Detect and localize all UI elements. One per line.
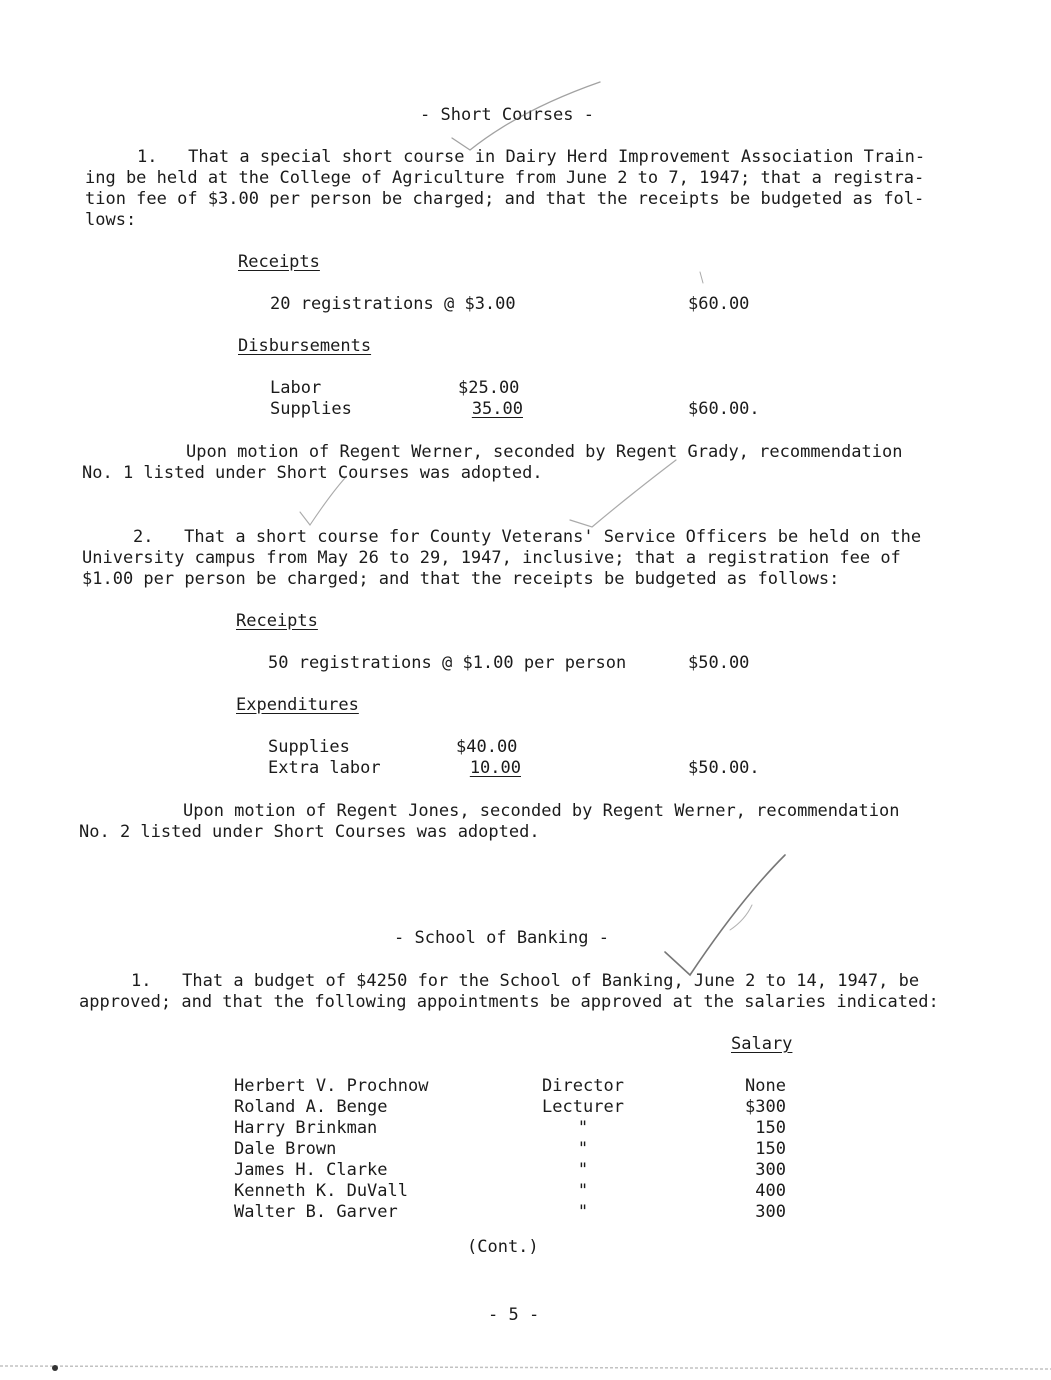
item2-line-1: 2. That a short course for County Veterans' Service Officers be held on the bbox=[133, 527, 922, 547]
item1-motion-line-1: Upon motion of Regent Werner, seconded by Regent Grady, recommendation bbox=[186, 442, 903, 462]
appointment-salary: None bbox=[745, 1076, 786, 1096]
appointment-title: " bbox=[577, 1160, 589, 1180]
item2-exp-label-1: Supplies bbox=[268, 737, 350, 757]
appointment-title: " bbox=[577, 1139, 589, 1159]
appointment-title: Director bbox=[542, 1076, 624, 1096]
item1-disb-total: $60.00. bbox=[688, 399, 760, 419]
stray-stroke bbox=[700, 272, 703, 283]
appointment-salary: 400 bbox=[755, 1181, 786, 1201]
appointment-name: Dale Brown bbox=[234, 1139, 337, 1159]
check-mark-2 bbox=[300, 478, 345, 525]
item1-receipt-label: 20 registrations @ $3.00 bbox=[270, 294, 516, 314]
appointment-title: " bbox=[577, 1202, 589, 1222]
appointment-salary: $300 bbox=[745, 1097, 786, 1117]
appointment-name: Harry Brinkman bbox=[234, 1118, 378, 1138]
appointment-title: Lecturer bbox=[542, 1097, 624, 1117]
item1-disb-label-1: Labor bbox=[270, 378, 322, 398]
cont-note: (Cont.) bbox=[467, 1237, 539, 1257]
item2-expenditures-heading: Expenditures bbox=[236, 695, 359, 715]
item1-disb-amount-2: 35.00 bbox=[471, 399, 523, 419]
item1-disbursements-heading: Disbursements bbox=[238, 336, 372, 356]
item1-line-2: ing be held at the College of Agriculture from June 2 to 7, 1947; that a registra- bbox=[85, 168, 925, 188]
item1-receipt-total: $60.00 bbox=[688, 294, 750, 314]
appointment-name: James H. Clarke bbox=[234, 1160, 388, 1180]
appointment-title: " bbox=[577, 1118, 589, 1138]
item2-exp-amount-1: $40.00 bbox=[456, 737, 518, 757]
check-mark-4 bbox=[665, 855, 785, 975]
page-number: - 5 - bbox=[488, 1305, 540, 1325]
check-mark-5 bbox=[730, 905, 752, 930]
item2-exp-label-2: Extra labor bbox=[268, 758, 381, 778]
scan-edge-line bbox=[0, 1366, 1051, 1369]
appointment-name: Roland A. Benge bbox=[234, 1097, 388, 1117]
item2-line-2: University campus from May 26 to 29, 1947, inclusive; that a registration fee of bbox=[82, 548, 901, 568]
item2-receipt-label: 50 registrations @ $1.00 per person bbox=[268, 653, 627, 673]
item2-exp-amount-2: 10.00 bbox=[469, 758, 521, 778]
item1-line-4: lows: bbox=[85, 210, 137, 230]
item2-receipts-heading: Receipts bbox=[236, 611, 318, 631]
item2-motion-line-2: No. 2 listed under Short Courses was adopted. bbox=[79, 822, 540, 842]
appointment-name: Walter B. Garver bbox=[234, 1202, 398, 1222]
item1-line-1: 1. That a special short course in Dairy Herd Improvement Association Train- bbox=[137, 147, 926, 167]
item2-motion-line-1: Upon motion of Regent Jones, seconded by Regent Werner, recommendation bbox=[183, 801, 900, 821]
school-of-banking-heading: - School of Banking - bbox=[394, 928, 609, 948]
item1-motion-line-2: No. 1 listed under Short Courses was adopted. bbox=[82, 463, 543, 483]
item2-line-3: $1.00 per person be charged; and that the receipts be budgeted as follows: bbox=[82, 569, 840, 589]
check-mark-3 bbox=[570, 460, 676, 527]
item1-disb-label-2: Supplies bbox=[270, 399, 352, 419]
salary-header: Salary bbox=[731, 1034, 793, 1054]
banking-line-1: 1. That a budget of $4250 for the School of Banking, June 2 to 14, 1947, be bbox=[131, 971, 920, 991]
item1-receipts-heading: Receipts bbox=[238, 252, 320, 272]
item2-exp-total: $50.00. bbox=[688, 758, 760, 778]
appointment-salary: 300 bbox=[755, 1202, 786, 1222]
appointment-title: " bbox=[577, 1181, 589, 1201]
appointment-salary: 150 bbox=[755, 1118, 786, 1138]
item1-disb-amount-1: $25.00 bbox=[458, 378, 520, 398]
appointment-salary: 150 bbox=[755, 1139, 786, 1159]
short-courses-heading: - Short Courses - bbox=[420, 105, 594, 125]
scan-dot bbox=[52, 1365, 58, 1371]
banking-line-2: approved; and that the following appointments be approved at the salaries indicated: bbox=[79, 992, 939, 1012]
item2-receipt-total: $50.00 bbox=[688, 653, 750, 673]
item1-line-3: tion fee of $3.00 per person be charged; and that the receipts be budgeted as fol- bbox=[85, 189, 925, 209]
appointment-name: Kenneth K. DuVall bbox=[234, 1181, 408, 1201]
appointment-salary: 300 bbox=[755, 1160, 786, 1180]
appointment-name: Herbert V. Prochnow bbox=[234, 1076, 429, 1096]
